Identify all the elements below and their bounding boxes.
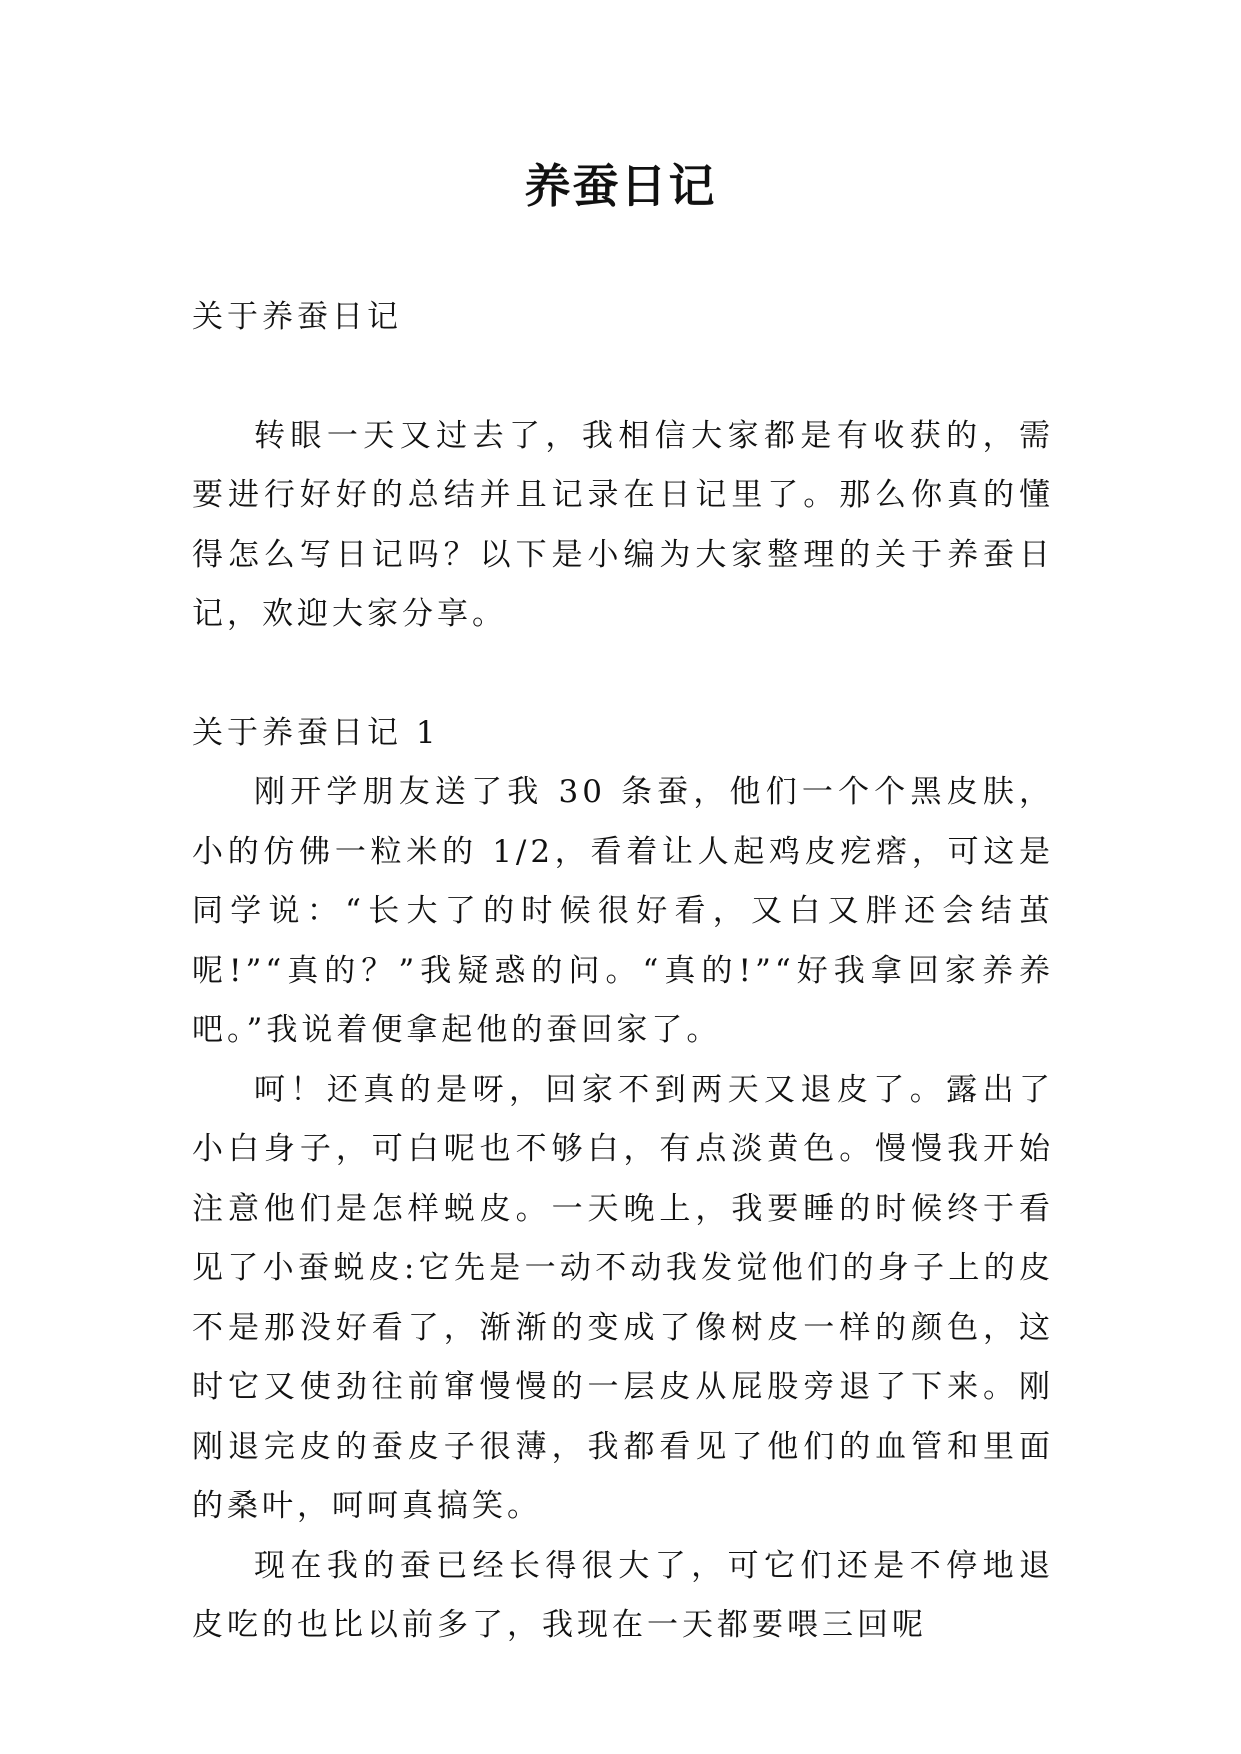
document-body xyxy=(192,288,1054,1656)
document-title: 养蚕日记 xyxy=(524,159,717,213)
section-heading: 关于养蚕日记 1 xyxy=(192,714,440,751)
body-paragraph: 呵！还真的是呀，回家不到两天又退皮了。露出了小白身子，可白呢也不够白，有点淡黄色。慢慢我开始注意他们是怎样蜕皮。一天晚上，我要睡的时候终于看见了小蚕蜕皮:它先是一动不动我发觉他们的身子上的皮不是那没好看了，渐渐的变成了像树皮一样的颜色，这时它又使劲往前窜慢慢的一层皮从屁股旁退了下来。刚刚退完皮的蚕皮子很薄，我都看见了他们的血管和里面的桑叶，呵呵真搞笑。 xyxy=(192,1071,1054,1524)
body-paragraph: 现在我的蚕已经长得很大了，可它们还是不停地退皮吃的也比以前多了，我现在一天都要喂三回呢 xyxy=(192,1547,1054,1643)
spacer xyxy=(192,348,1054,407)
spacer xyxy=(192,645,1054,704)
document-subtitle: 关于养蚕日记 xyxy=(192,299,402,335)
body-paragraph: 刚开学朋友送了我 30 条蚕，他们一个个黑皮肤，小的仿佛一粒米的 1/2，看着让人起鸡皮疙瘩，可这是同学说：“长大了的时候很好看，又白又胖还会结茧呢!”“真的？”我疑惑的问。“真的!”“好我拿回家养养吧。”我说着便拿起他的蚕回家了。 xyxy=(192,774,1054,1048)
intro-paragraph: 转眼一天又过去了，我相信大家都是有收获的，需要进行好好的总结并且记录在日记里了。那么你真的懂得怎么写日记吗？以下是小编为大家整理的关于养蚕日记，欢迎大家分享。 xyxy=(192,417,1054,632)
